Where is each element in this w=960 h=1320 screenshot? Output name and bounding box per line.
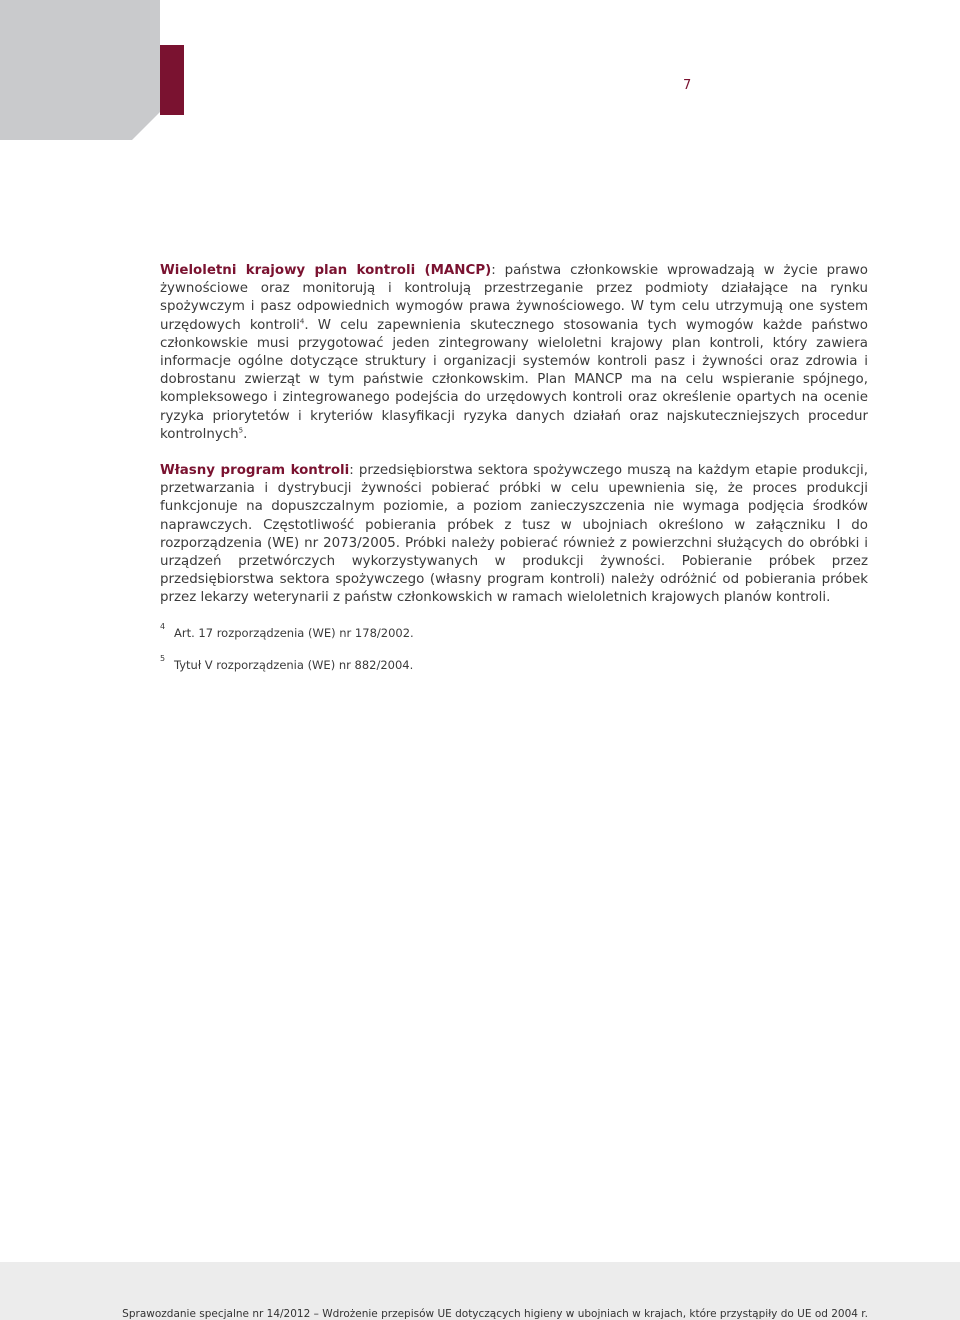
page-number: 7 bbox=[683, 78, 692, 93]
footer-text: Sprawozdanie specjalne nr 14/2012 – Wdrożenie przepisów UE dotyczących higieny w ubojniach w krajach, które przystąpiły do UE od 2004 r. bbox=[122, 1308, 868, 1320]
footnote-number: 4 bbox=[160, 622, 166, 631]
paragraph-own-check-program bbox=[160, 462, 868, 608]
page-corner-decoration bbox=[0, 0, 160, 140]
term-own-check-program: Własny program kontroli bbox=[160, 463, 350, 479]
paragraph-text: . W celu zapewnienia skutecznego stosowania tych wymogów każde państwo członkowskie musi przygotować jeden zintegrowany wieloletni krajowy plan kontroli, który zawiera informacje ogólne dotyczące struktury i organizacji systemów kontroli pasz i żywności oraz zdrowia i dobrostanu zwierząt w tym państwie członkowskim. Plan MANCP ma na celu wspieranie spójnego, kompleksowego i zintegrowanego podejścia do urzędowych kontroli oraz określenie opartych na ocenie ryzyka priorytetów i kryteriów klasyfikacji ryzyka danych działań oraz najskuteczniejszych procedur kontrolnych bbox=[160, 317, 868, 442]
paragraph-text: : państwa członkowskie wprowadzają w życie prawo żywnościowe oraz monitorują i kontrolują przestrzeganie przez podmioty działające na rynku spożywczym i pasz odpowiednich wymogów prawa żywnościowego. W tym celu utrzymują one system urzędowych kontroli bbox=[160, 263, 868, 333]
page-footer bbox=[0, 1262, 960, 1320]
accent-bar bbox=[160, 45, 184, 115]
paragraph-text: : przedsiębiorstwa sektora spożywczego muszą na każdym etapie produkcji, przetwarzania i dystrybucji żywności pobierać próbki w celu upewnienia się, że proces produkcji funkcjonuje na dopuszczalnym poziomie, a poziom zanieczyszczenia nie wymaga podjęcia środków naprawczych. Częstotliwość pobierania próbek z tusz w ubojniach określono w załączniku I do rozporządzenia (WE) nr 2073/2005. Próbki należy pobierać również z powierzchni służących do obróbki i urządzeń przetwórczych wykorzystywanych w produkcji żywności. Pobieranie próbek przez przedsiębiorstwa sektora spożywczego (własny program kontroli) należy odróżnić od pobierania próbek przez lekarzy weterynarii z państw członkowskich w ramach wieloletnich krajowych planów kontroli. bbox=[160, 463, 869, 606]
paragraph-mancp bbox=[160, 262, 868, 444]
paragraph-text: . bbox=[243, 426, 248, 442]
footnote-text: Art. 17 rozporządzenia (WE) nr 178/2002. bbox=[174, 626, 414, 640]
footnote bbox=[160, 622, 760, 642]
footnote-ref[interactable]: 4 bbox=[299, 317, 305, 326]
footnote-number: 5 bbox=[160, 654, 166, 663]
footnotes bbox=[160, 622, 760, 690]
main-content bbox=[160, 262, 868, 626]
footnote bbox=[160, 654, 760, 674]
footnote-ref[interactable]: 5 bbox=[238, 426, 244, 435]
term-mancp: Wieloletni krajowy plan kontroli (MANCP) bbox=[160, 263, 492, 278]
footnote-text: Tytuł V rozporządzenia (WE) nr 882/2004. bbox=[174, 658, 414, 672]
